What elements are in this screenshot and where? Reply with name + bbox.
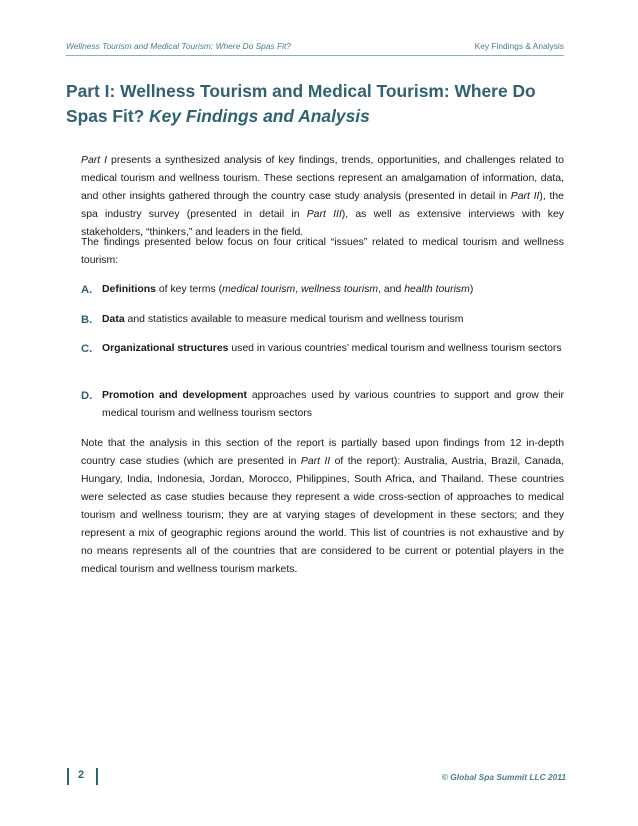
issue-item-data: [81, 311, 564, 329]
part-ii-reference: Part II: [300, 456, 331, 467]
issue-text: approaches used by various countries to support and grow their medical tourism and wellness tourism sectors: [102, 390, 564, 419]
page-title-emphasis: Key Findings and Analysis: [149, 106, 370, 126]
issues-list: [81, 281, 564, 423]
list-letter: D.: [81, 390, 93, 402]
issue-term: medical tourism: [222, 284, 296, 295]
issues-intro-paragraph: The findings presented below focus on four critical “issues” related to medical tourism and wellness tourism:: [81, 237, 564, 266]
issue-label: Data: [102, 314, 125, 325]
issue-item-organizational-structures: [81, 340, 564, 376]
page-header: [66, 41, 564, 55]
header-document-title: Wellness Tourism and Medical Tourism: Where Do Spas Fit?: [66, 41, 291, 51]
issue-text: and statistics available to measure medical tourism and wellness tourism: [124, 314, 464, 325]
issue-item-promotion-development: [81, 387, 564, 423]
issue-text: , and: [378, 284, 405, 295]
copyright-notice: © Global Spa Summit LLC 2011: [441, 772, 566, 782]
issue-item-definitions: [81, 281, 564, 299]
issue-term: wellness tourism: [300, 284, 379, 295]
intro-text: presents a synthesized analysis of key findings, trends, opportunities, and challenges related to medical tourism and wellness tourism. These sections represent an amalgamation of information, data, and other insights gathered through the country case study analysis (presented in detail in: [81, 155, 564, 202]
page-number: 2: [78, 769, 85, 781]
footer-divider-left: [67, 768, 69, 785]
issue-label: Promotion and development: [102, 390, 247, 401]
intro-text: ), the spa industry survey (presented in detail in: [81, 191, 564, 220]
note-text: of the report): Australia, Austria, Brazil, Canada, Hungary, India, Indonesia, Jordan, Morocco, Philippines, South Africa, and Thailand. These countries were selected as case studies because they represent a wide cross-section of approaches to medical tourism and wellness tourism; they are at varying stages of development in these sectors; and they represent a mix of geographic regions around the world. This list of countries is not exhaustive and by no means represents all of the countries that are considered to be current or potential players in the medical tourism and wellness tourism markets.: [81, 456, 565, 575]
header-divider: [66, 55, 564, 56]
list-letter: B.: [81, 314, 93, 326]
issue-label: Definitions: [102, 284, 156, 295]
issue-text: of key terms (: [155, 284, 223, 295]
part-i-reference: Part I: [81, 155, 108, 166]
issue-label: Organizational structures: [102, 343, 229, 354]
note-text: Note that the analysis in this section of the report is partially based upon findings from 12 in-depth country case studies (which are presented in: [81, 438, 564, 467]
part-iii-reference: Part III: [306, 209, 342, 220]
note-paragraph: [81, 435, 564, 579]
footer-divider-right: [96, 768, 98, 785]
body-content: [81, 152, 564, 579]
page-title-main: Part I: Wellness Tourism and Medical Tourism: Where Do Spas Fit?: [66, 81, 536, 126]
header-section-title: Key Findings & Analysis: [474, 41, 564, 51]
intro-paragraph: [81, 152, 564, 238]
intro-text: ), as well as extensive interviews with key stakeholders, “thinkers,” and leaders in the field.: [81, 209, 564, 238]
issue-text: used in various countries’ medical tourism and wellness tourism sectors: [228, 343, 562, 354]
part-ii-reference: Part II: [510, 191, 540, 202]
list-letter: C.: [81, 343, 93, 355]
issue-term: health tourism: [404, 284, 470, 295]
list-letter: A.: [81, 284, 93, 296]
issue-text: ,: [295, 284, 301, 295]
issue-text: ): [469, 284, 474, 295]
page-title: [66, 79, 566, 129]
